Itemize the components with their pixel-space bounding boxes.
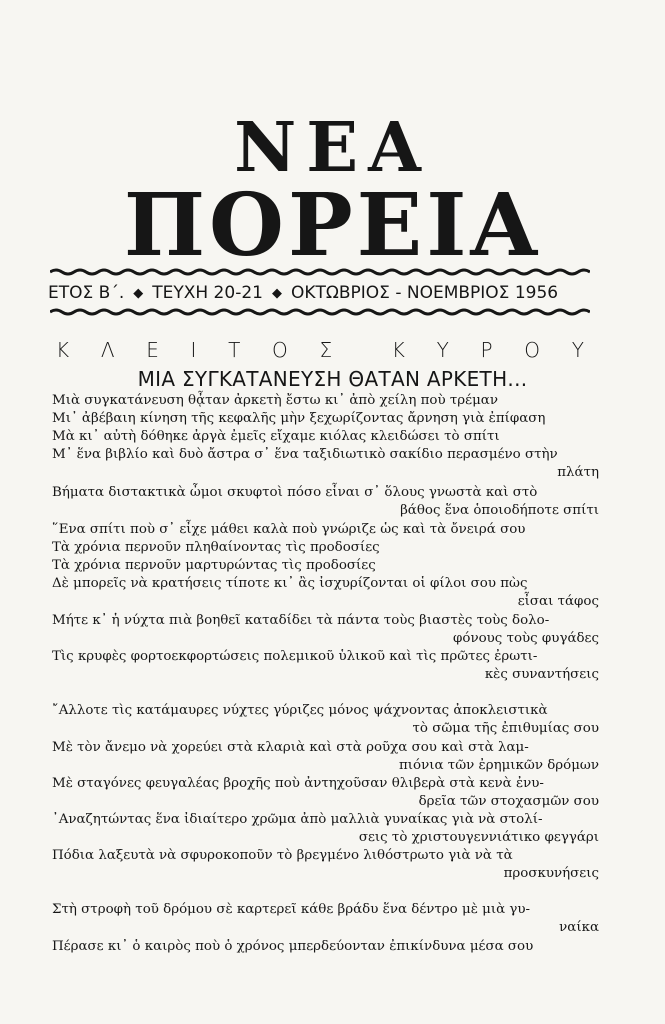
poem-line: ῎Αλλοτε τὶς κατάμαυρες νύχτες γύριζες μόνος ψάχνοντας ἀποκλειστικὰ bbox=[52, 703, 548, 718]
poem-line: Πέρασε κι᾽ ὁ καιρὸς ποὺ ὁ χρόνος μπερδεύονταν ἐπικίνδυνα μέσα σου bbox=[52, 939, 534, 954]
author-letter: Ε bbox=[146, 338, 159, 362]
author-name bbox=[56, 338, 584, 362]
masthead-line1: ΝΕΑ bbox=[234, 108, 431, 188]
author-letter: Ρ bbox=[480, 338, 493, 362]
poem-line: Μὲ σταγόνες φευγαλέας βροχῆς ποὺ ἀντηχοῦσαν θλιβερὰ στὰ κενὰ ἐνυ- bbox=[52, 776, 544, 791]
poem-line-continuation: βάθος ἕνα ὁποιοδήποτε σπίτι bbox=[400, 503, 599, 518]
issue-info bbox=[48, 283, 608, 303]
poem-line: Πόδια λαξευτὰ νὰ σφυροκοποῦν τὸ βρεγμένο λιθόστρωτο γιὰ νὰ τὰ bbox=[52, 848, 513, 863]
author-letter: Ι bbox=[190, 338, 197, 362]
author-letter: Κ bbox=[56, 338, 70, 362]
poem-line: Τὰ χρόνια περνοῦν μαρτυρώντας τὶς προδοσίες bbox=[52, 558, 376, 573]
poem-line: ῞Ενα σπίτι ποὺ σ᾽ εἶχε μάθει καλὰ ποὺ γνώριζε ὡς καὶ τὰ ὄνειρά σου bbox=[52, 522, 526, 537]
author-letter: Υ bbox=[436, 338, 449, 362]
poem-line: Δὲ μπορεῖς νὰ κρατήσεις τίποτε κι᾽ ἂς ἰσχυρίζονται οἱ φίλοι σου πὼς bbox=[52, 576, 528, 591]
issue-months: ΟΚΤΩΒΡΙΟΣ - ΝΟΕΜΒΡΙΟΣ 1956 bbox=[290, 283, 559, 303]
ornamental-rule-bottom bbox=[50, 308, 590, 316]
ornamental-rule-top bbox=[50, 268, 590, 276]
poem-line: Μὰ κι᾽ αὐτὴ δόθηκε ἀργὰ ἐμεῖς εἴχαμε κιόλας κλειδώσει τὸ σπίτι bbox=[52, 429, 500, 444]
poem-line: Μὲ τὸν ἄνεμο νὰ χορεύει στὰ κλαριὰ καὶ στὰ ροῦχα σου καὶ στὰ λαμ- bbox=[52, 740, 529, 755]
diamond-icon: ◆ bbox=[271, 285, 282, 301]
poem-line-continuation: προσκυνήσεις bbox=[503, 866, 599, 881]
poem-line: Μ᾽ ἕνα βιβλίο καὶ δυὸ ἄστρα σ᾽ ἕνα ταξιδιωτικὸ σακίδιο περασμένο στὴν bbox=[52, 447, 558, 462]
author-letter: Ο bbox=[524, 338, 540, 362]
poem-line-continuation: κὲς συναντήσεις bbox=[484, 667, 599, 682]
poem-line: Μήτε κ᾽ ἡ νύχτα πιὰ βοηθεῖ καταδίδει τὰ πάντα τοὺς βιαστὲς τοὺς δολο- bbox=[52, 613, 550, 628]
poem-line-continuation: φόνους τοὺς φυγάδες bbox=[453, 631, 599, 646]
poem-line: Βήματα διστακτικὰ ὦμοι σκυφτοὶ πόσο εἶναι σ᾽ ὅλους γνωστὰ καὶ στὸ bbox=[52, 485, 538, 500]
author-letter: Ο bbox=[272, 338, 288, 362]
poem-line-continuation: σεις τὸ χριστουγεννιάτικο φεγγάρι bbox=[358, 830, 599, 845]
poem-line: Στὴ στροφὴ τοῦ δρόμου σὲ καρτερεῖ κάθε βράδυ ἕνα δέντρο μὲ μιὰ γυ- bbox=[52, 902, 531, 917]
poem-line: Μι᾽ ἀβέβαιη κίνηση τῆς κεφαλῆς μὴν ξεχωρίζοντας ἄρνηση γιὰ ἐπίφαση bbox=[52, 411, 546, 426]
author-letter: Κ bbox=[391, 338, 405, 362]
poem-line-continuation: εἶσαι τάφος bbox=[517, 594, 599, 609]
poem-line-continuation: ναίκα bbox=[559, 920, 599, 935]
issue-year: ΕΤΟΣ Β΄. bbox=[48, 283, 125, 303]
poem-line-continuation: πιόνια τῶν ἐρημικῶν δρόμων bbox=[398, 758, 599, 773]
masthead-line2: ΠΟΡΕΙΑ bbox=[123, 175, 542, 276]
author-letter: Σ bbox=[319, 338, 333, 362]
author-letter: Υ bbox=[571, 338, 584, 362]
poem-line-continuation: δρεῖα τῶν στοχασμῶν σου bbox=[418, 794, 599, 809]
author-letter: Λ bbox=[100, 338, 115, 362]
poem-title: ΜΙΑ ΣΥΓΚΑΤΑΝΕΥΣΗ ΘΑΤΑΝ ΑΡΚΕΤΗ... bbox=[137, 367, 528, 391]
poem-line: Μιὰ συγκατάνευση θᾆταν ἀρκετὴ ἔστω κι᾽ ἀπὸ χείλη ποὺ τρέμαν bbox=[52, 393, 498, 408]
poem-line-continuation: πλάτη bbox=[557, 465, 599, 480]
poem-line: ᾿Αναζητώντας ἕνα ἰδιαίτερο χρῶμα ἀπὸ μαλλιὰ γυναίκας γιὰ νὰ στολί- bbox=[52, 812, 543, 827]
issue-numbers: ΤΕΥΧΗ 20-21 bbox=[152, 283, 263, 303]
poem-line: Τὰ χρόνια περνοῦν πληθαίνοντας τὶς προδοσίες bbox=[52, 540, 380, 555]
poem-line: Τὶς κρυφὲς φορτοεκφορτώσεις πολεμικοῦ ὑλικοῦ καὶ τὶς πρῶτες ἐρωτι- bbox=[52, 649, 538, 664]
author-letter: Τ bbox=[228, 338, 241, 362]
poem-line-continuation: τὸ σῶμα τῆς ἐπιθυμίας σου bbox=[412, 721, 599, 736]
diamond-icon: ◆ bbox=[133, 285, 144, 301]
